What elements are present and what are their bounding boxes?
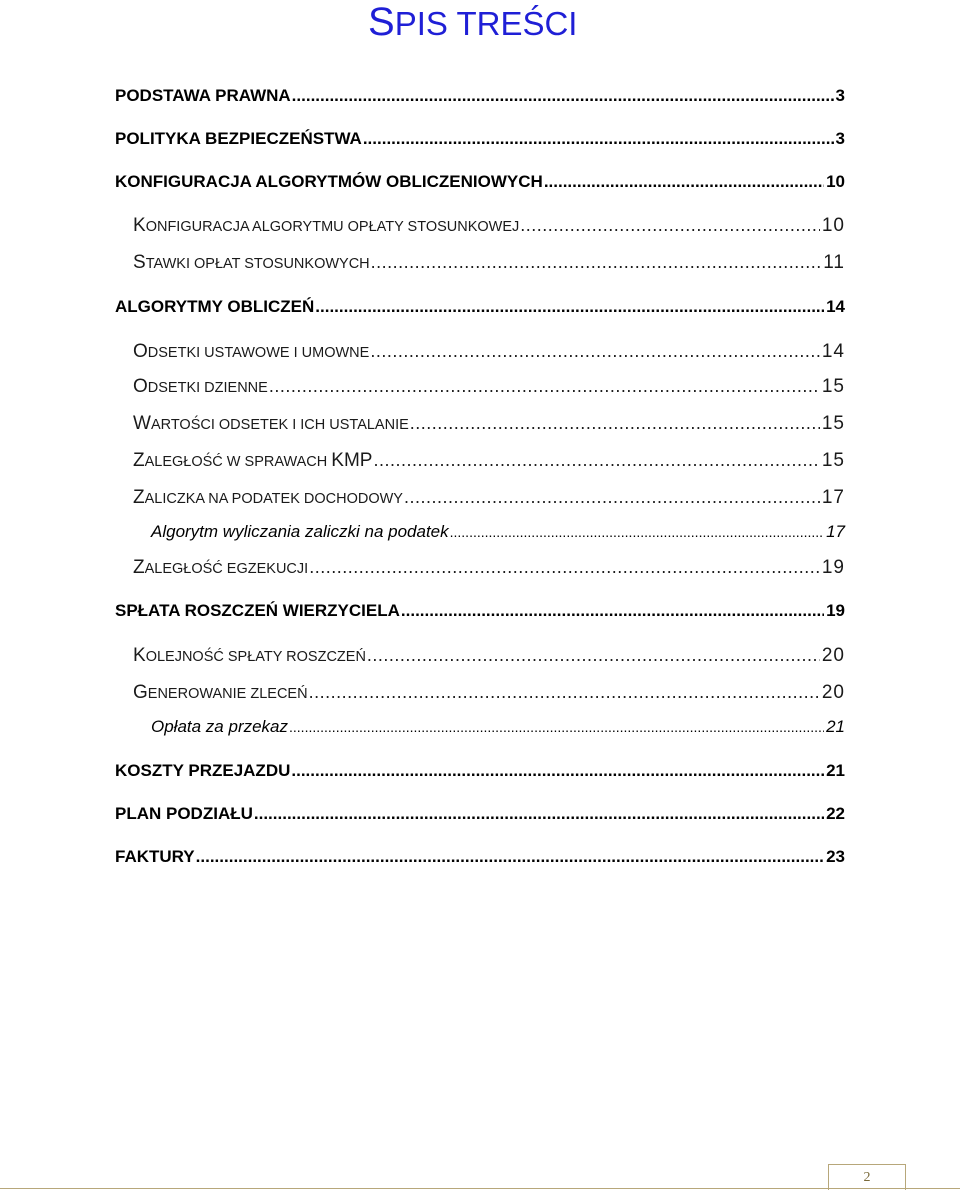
toc-entry-odsetki-ustawowe[interactable] xyxy=(133,341,845,363)
toc-page-number: 3 xyxy=(835,86,845,105)
toc-entry-label: Opłata za przekaz xyxy=(151,717,289,736)
toc-leader-dots xyxy=(450,524,824,540)
toc-leader-dots xyxy=(410,413,820,434)
toc-entry-splata-roszczen[interactable] xyxy=(115,601,845,621)
toc-page-number: 23 xyxy=(826,847,845,866)
toc-entry-wartosci-odsetek[interactable] xyxy=(133,413,845,435)
toc-entry-label: KONFIGURACJA ALGORYTMU OPŁATY STOSUNKOWEJ xyxy=(133,215,520,236)
footer-rule xyxy=(0,1188,960,1189)
toc-leader-dots xyxy=(373,450,819,471)
toc-entry-label: POLITYKA BEZPIECZEŃSTWA xyxy=(115,129,362,148)
toc-entry-label: Algorytm wyliczania zaliczki na podatek xyxy=(151,522,449,541)
toc-entry-konfiguracja-oplaty-stosunkowej[interactable] xyxy=(133,215,845,237)
toc-leader-dots xyxy=(544,172,824,192)
toc-entry-plan-podzialu[interactable] xyxy=(115,804,845,824)
toc-entry-zaleglosc-egzekucji[interactable] xyxy=(133,557,845,579)
toc-entry-polityka-bezpieczenstwa[interactable] xyxy=(115,129,845,149)
toc-entry-label: ALGORYTMY OBLICZEŃ xyxy=(115,297,315,316)
toc-entry-oplata-za-przekaz[interactable] xyxy=(151,717,845,737)
toc-page-number: 3 xyxy=(835,129,845,148)
toc-entry-label: ZALICZKA NA PODATEK DOCHODOWY xyxy=(133,487,403,508)
toc-entry-label: SPŁATA ROSZCZEŃ WIERZYCIELA xyxy=(115,601,400,620)
toc-leader-dots xyxy=(309,557,820,578)
toc-leader-dots xyxy=(401,601,824,621)
toc-page-number: 21 xyxy=(826,717,845,736)
toc-page-number: 17 xyxy=(826,522,845,541)
toc-leader-dots xyxy=(363,129,834,149)
toc-entry-label: KOLEJNOŚĆ SPŁATY ROSZCZEŃ xyxy=(133,645,366,666)
toc-title-rest: PIS TREŚCI xyxy=(394,5,578,42)
toc-entry-label: ODSETKI USTAWOWE I UMOWNE xyxy=(133,341,370,362)
toc-leader-dots xyxy=(404,487,820,508)
toc-entry-label: PODSTAWA PRAWNA xyxy=(115,86,291,105)
toc-leader-dots xyxy=(315,297,824,317)
toc-leader-dots xyxy=(371,252,822,273)
toc-leader-dots xyxy=(309,682,820,703)
toc-leader-dots xyxy=(370,341,820,362)
toc-page-number: 14 xyxy=(826,297,845,316)
toc-leader-dots xyxy=(196,847,824,867)
toc-entry-zaliczka-podatek[interactable] xyxy=(133,487,845,509)
toc-entry-podstawa-prawna[interactable] xyxy=(115,86,845,106)
toc-page-number: 21 xyxy=(826,761,845,780)
toc-page-number: 15 xyxy=(821,413,845,434)
toc-entry-label: KONFIGURACJA ALGORYTMÓW OBLICZENIOWYCH xyxy=(115,172,543,191)
toc-page-number: 15 xyxy=(821,450,845,471)
toc-entry-generowanie-zlecen[interactable] xyxy=(133,682,845,704)
toc-leader-dots xyxy=(254,804,824,824)
toc-page-number: 17 xyxy=(821,487,845,508)
toc-entry-konfiguracja-algorytmow[interactable] xyxy=(115,172,845,192)
toc-entry-faktury[interactable] xyxy=(115,847,845,867)
toc-leader-dots xyxy=(291,761,824,781)
toc-page-number: 10 xyxy=(826,172,845,191)
toc-page-number: 20 xyxy=(821,682,845,703)
toc-entry-label: WARTOŚCI ODSETEK I ICH USTALANIE xyxy=(133,413,409,434)
toc-entry-algorytmy-obliczen[interactable] xyxy=(115,297,845,317)
toc-entry-koszty-przejazdu[interactable] xyxy=(115,761,845,781)
toc-entry-label: FAKTURY xyxy=(115,847,195,866)
toc-leader-dots xyxy=(289,719,824,735)
toc-entry-label: ODSETKI DZIENNE xyxy=(133,376,268,397)
toc-leader-dots xyxy=(269,376,820,397)
toc-title-initial: S xyxy=(368,0,395,44)
toc-entry-label: STAWKI OPŁAT STOSUNKOWYCH xyxy=(133,252,370,273)
toc-leader-dots xyxy=(367,645,820,666)
toc-entry-label: ZALEGŁOŚĆ W SPRAWACH KMP xyxy=(133,450,373,471)
toc-page-number: 20 xyxy=(821,645,845,666)
toc-entry-algorytm-wyliczania[interactable] xyxy=(151,522,845,542)
toc-leader-dots xyxy=(292,86,834,106)
footer-page-number: 2 xyxy=(828,1164,906,1190)
toc-page-number: 19 xyxy=(826,601,845,620)
toc-entry-zaleglosc-kmp[interactable] xyxy=(133,450,845,472)
toc-leader-dots xyxy=(520,215,820,236)
toc-entry-label: PLAN PODZIAŁU xyxy=(115,804,253,823)
toc-page-number: 22 xyxy=(826,804,845,823)
toc-page-number: 14 xyxy=(821,341,845,362)
toc-page-number: 10 xyxy=(821,215,845,236)
toc-entry-stawki-oplat[interactable] xyxy=(133,252,845,274)
toc-page-number: 11 xyxy=(823,252,845,273)
toc-entry-odsetki-dzienne[interactable] xyxy=(133,376,845,398)
toc-entry-label: GENEROWANIE ZLECEŃ xyxy=(133,682,308,703)
toc-page-number: 19 xyxy=(821,557,845,578)
toc-page-number: 15 xyxy=(821,376,845,397)
toc-entry-label: KOSZTY PRZEJAZDU xyxy=(115,761,291,780)
toc-entry-kolejnosc-splaty[interactable] xyxy=(133,645,845,667)
toc-entry-label: ZALEGŁOŚĆ EGZEKUCJI xyxy=(133,557,309,578)
